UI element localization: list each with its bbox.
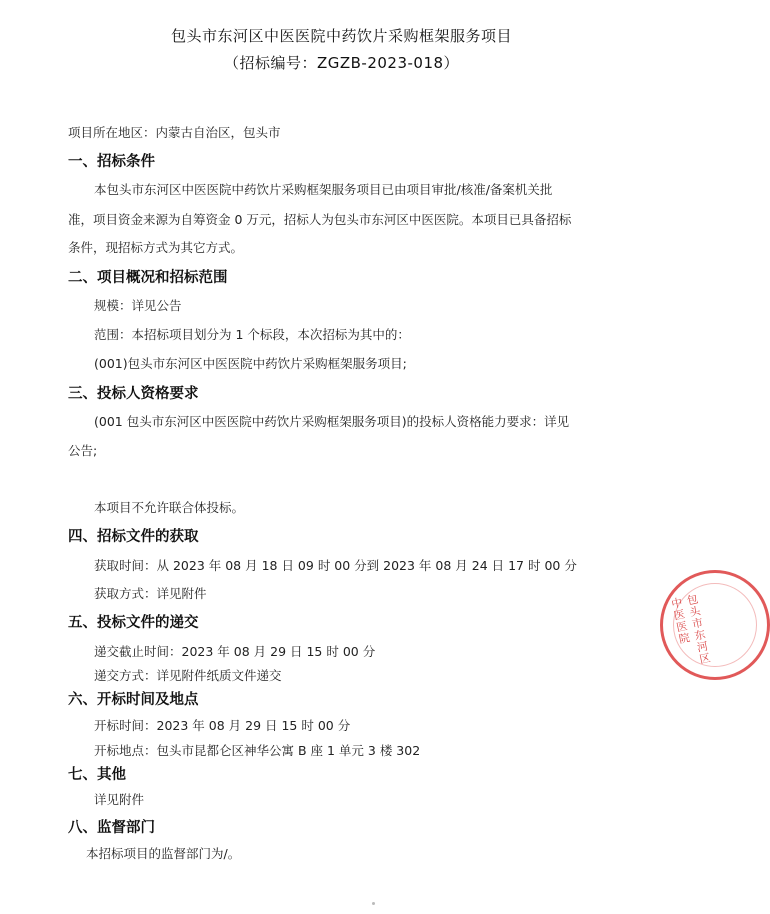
section-1-line-2: 准，项目资金来源为自筹资金 0 万元，招标人为包头市东河区中医医院。本项目已具备招标: [68, 212, 572, 227]
document-title: 包头市东河区中医医院中药饮片采购框架服务项目: [170, 27, 512, 45]
section-heading-3: 三、投标人资格要求: [68, 386, 199, 402]
other-info: 详见附件: [94, 792, 145, 807]
section-heading-2: 二、项目概况和招标范围: [68, 270, 228, 286]
project-location: 项目所在地区：内蒙古自治区，包头市: [68, 125, 281, 140]
project-scope: 范围：本招标项目划分为 1 个标段，本次招标为其中的：: [94, 327, 410, 342]
section-heading-4: 四、招标文件的获取: [68, 529, 199, 545]
seal-text: 包头市东河区中医医院: [668, 592, 713, 666]
consortium-note: 本项目不允许联合体投标。: [94, 500, 245, 515]
qualification-line-1: (001 包头市东河区中医医院中药饮片采购框架服务项目)的投标人资格能力要求：详见: [94, 414, 570, 429]
section-heading-5: 五、投标文件的递交: [68, 615, 199, 631]
section-heading-6: 六、开标时间及地点: [68, 692, 199, 708]
submission-method: 递交方式：详见附件纸质文件递交: [94, 668, 282, 683]
section-1-line-3: 条件，现招标方式为其它方式。: [68, 240, 244, 255]
section-heading-1: 一、招标条件: [68, 154, 155, 170]
section-1-line-1: 本包头市东河区中医医院中药饮片采购框架服务项目已由项目审批/核准/备案机关批: [94, 182, 553, 197]
submission-deadline: 递交截止时间：2023 年 08 月 29 日 15 时 00 分: [94, 644, 376, 659]
supervision-text: 本招标项目的监督部门为/。: [86, 846, 241, 861]
project-scale: 规模：详见公告: [94, 298, 182, 313]
qualification-line-2: 公告;: [68, 443, 98, 458]
section-heading-8: 八、监督部门: [68, 820, 155, 836]
page-mark: [372, 902, 375, 905]
official-seal: [660, 570, 770, 680]
lot-item: (001)包头市东河区中医医院中药饮片采购框架服务项目;: [94, 356, 407, 371]
acquisition-time: 获取时间：从 2023 年 08 月 18 日 09 时 00 分到 2023 年 08 月 24 日 17 时 00 分: [94, 558, 577, 573]
tender-number: （招标编号：ZGZB-2023-018）: [223, 54, 460, 72]
section-heading-7: 七、其他: [68, 767, 126, 783]
opening-place: 开标地点：包头市昆都仑区神华公寓 B 座 1 单元 3 楼 302: [94, 743, 421, 758]
acquisition-method: 获取方式：详见附件: [94, 586, 207, 601]
opening-time: 开标时间：2023 年 08 月 29 日 15 时 00 分: [94, 718, 351, 733]
